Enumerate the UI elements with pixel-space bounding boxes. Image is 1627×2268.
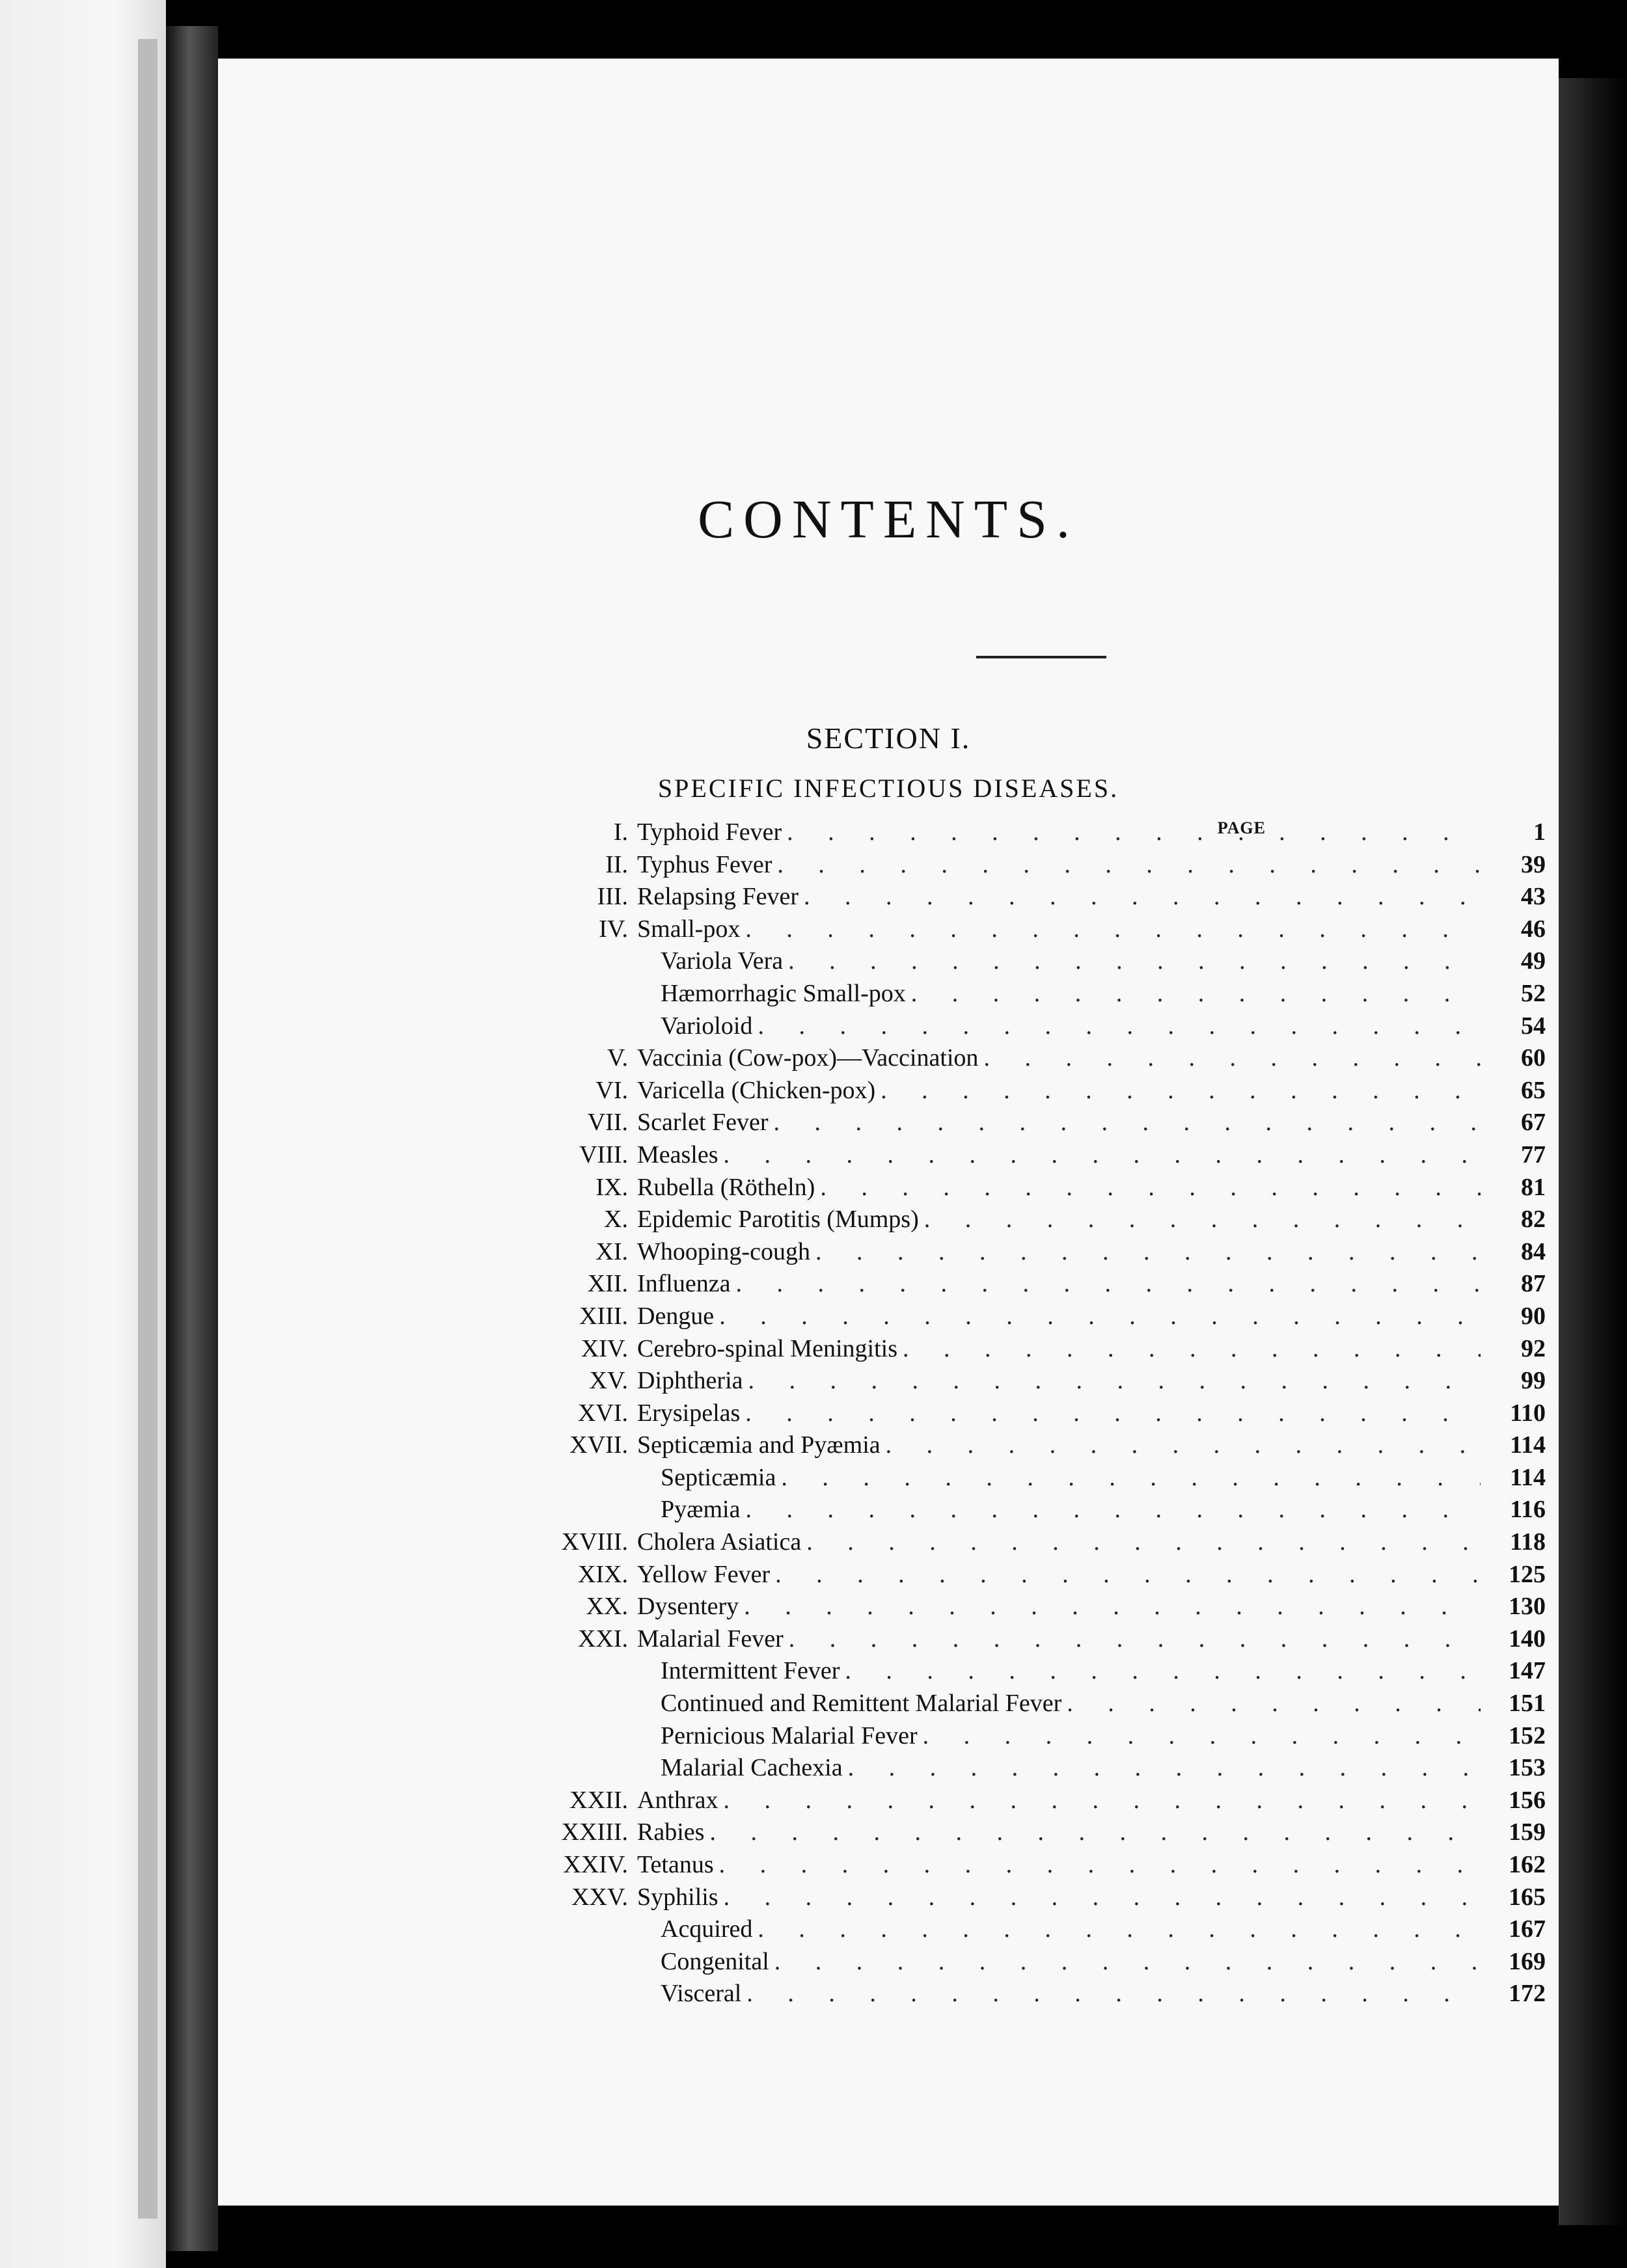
toc-entry-page: 165 bbox=[1509, 1883, 1546, 1911]
toc-dot-leader bbox=[781, 1462, 1481, 1494]
toc-subentry[interactable] bbox=[452, 1494, 1546, 1526]
toc-entry-number: XXIV. bbox=[563, 1851, 628, 1878]
toc-entry-title: Varicella (Chicken-pox) bbox=[637, 1076, 876, 1104]
toc-subentry[interactable] bbox=[452, 1913, 1546, 1946]
toc-entry[interactable] bbox=[452, 1849, 1546, 1882]
toc-entry-number: IX. bbox=[595, 1173, 628, 1201]
toc-entry-number: XXV. bbox=[571, 1883, 628, 1911]
toc-entry-number: II. bbox=[605, 850, 628, 878]
toc-entry-title: Visceral bbox=[661, 1980, 742, 2008]
toc-dot-leader bbox=[806, 1526, 1481, 1559]
toc-entry-number: XIV. bbox=[581, 1334, 628, 1362]
toc-entry[interactable] bbox=[452, 1591, 1546, 1623]
book-gutter bbox=[166, 26, 218, 2251]
toc-entry-page: 151 bbox=[1509, 1690, 1546, 1718]
toc-entry-number: I. bbox=[613, 818, 628, 846]
toc-entry-number: IV. bbox=[599, 915, 628, 943]
toc-entry[interactable] bbox=[452, 1107, 1546, 1139]
toc-entry-page: 110 bbox=[1510, 1399, 1546, 1427]
toc-entry-title: Continued and Remittent Malarial Fever bbox=[661, 1690, 1062, 1718]
toc-entry-title: Epidemic Parotitis (Mumps) bbox=[637, 1206, 919, 1234]
toc-entry-page: 92 bbox=[1521, 1334, 1546, 1362]
toc-entry-page: 172 bbox=[1509, 1980, 1546, 2008]
toc-entry-title: Diphtheria bbox=[637, 1367, 743, 1395]
toc-entry-page: 114 bbox=[1510, 1463, 1546, 1491]
toc-entry[interactable] bbox=[452, 881, 1546, 913]
toc-entry-number: XIII. bbox=[579, 1302, 628, 1330]
toc-dot-leader bbox=[1067, 1688, 1481, 1720]
toc-dot-leader bbox=[774, 1946, 1481, 1978]
toc-entry-title: Dengue bbox=[637, 1302, 715, 1330]
toc-entry[interactable] bbox=[452, 1882, 1546, 1914]
toc-dot-leader bbox=[709, 1816, 1481, 1849]
toc-dot-leader bbox=[787, 817, 1481, 849]
toc-dot-leader bbox=[777, 849, 1481, 882]
toc-entry-number: XXII. bbox=[569, 1786, 628, 1814]
toc-entry-title: Vaccinia (Cow-pox)—Vaccination bbox=[637, 1044, 979, 1072]
toc-subentry[interactable] bbox=[452, 1720, 1546, 1753]
toc-entry-number: XIX. bbox=[577, 1560, 628, 1588]
toc-dot-leader bbox=[774, 1107, 1481, 1139]
toc-entry-page: 60 bbox=[1521, 1044, 1546, 1072]
toc-entry-page: 156 bbox=[1509, 1786, 1546, 1814]
toc-dot-leader bbox=[724, 1139, 1481, 1172]
toc-entry-number: XXIII. bbox=[561, 1818, 628, 1846]
toc-entry[interactable] bbox=[452, 1526, 1546, 1559]
toc-entry-title: Congenital bbox=[661, 1947, 769, 1975]
toc-entry-number: XVIII. bbox=[561, 1528, 628, 1556]
toc-entry-page: 125 bbox=[1509, 1560, 1546, 1588]
toc-list bbox=[452, 817, 1546, 2010]
toc-entry-title: Malarial Fever bbox=[637, 1625, 784, 1653]
toc-entry-page: 147 bbox=[1509, 1657, 1546, 1685]
toc-entry-number: XX. bbox=[586, 1593, 628, 1621]
toc-entry-page: 167 bbox=[1509, 1915, 1546, 1943]
toc-entry-page: 140 bbox=[1509, 1625, 1546, 1653]
toc-entry-title: Acquired bbox=[661, 1915, 753, 1943]
toc-entry-page: 46 bbox=[1521, 915, 1546, 943]
toc-entry[interactable] bbox=[452, 1075, 1546, 1107]
toc-entry[interactable] bbox=[452, 1301, 1546, 1333]
toc-entry-page: 153 bbox=[1509, 1754, 1546, 1782]
toc-entry-title: Syphilis bbox=[637, 1883, 718, 1911]
toc-entry-title: Scarlet Fever bbox=[637, 1109, 769, 1137]
toc-entry-title: Variola Vera bbox=[661, 947, 784, 975]
toc-dot-leader bbox=[719, 1849, 1481, 1882]
toc-entry[interactable] bbox=[452, 1559, 1546, 1591]
toc-entry-title: Varioloid bbox=[661, 1012, 753, 1040]
toc-entry-title: Erysipelas bbox=[637, 1399, 741, 1427]
toc-entry-number: XXI. bbox=[577, 1625, 628, 1653]
toc-entry[interactable] bbox=[452, 1268, 1546, 1301]
section-heading: SECTION I. bbox=[806, 722, 971, 755]
toc-entry-title: Measles bbox=[637, 1141, 718, 1168]
toc-dot-leader bbox=[746, 1978, 1481, 2010]
toc-subentry[interactable] bbox=[452, 1688, 1546, 1720]
toc-entry-page: 82 bbox=[1521, 1206, 1546, 1234]
toc-entry[interactable] bbox=[452, 1429, 1546, 1462]
toc-entry-page: 169 bbox=[1509, 1947, 1546, 1975]
toc-dot-leader bbox=[923, 1720, 1481, 1753]
toc-dot-leader bbox=[789, 1623, 1481, 1656]
toc-entry-title: Small-pox bbox=[637, 915, 741, 943]
toc-entry-title: Malarial Cachexia bbox=[661, 1754, 843, 1782]
toc-entry-title: Septicæmia bbox=[661, 1463, 776, 1491]
toc-entry-title: Pernicious Malarial Fever bbox=[661, 1721, 918, 1749]
toc-dot-leader bbox=[745, 913, 1481, 946]
toc-entry-page: 54 bbox=[1521, 1012, 1546, 1040]
toc-entry-page: 152 bbox=[1509, 1721, 1546, 1749]
toc-entry-number: XV. bbox=[589, 1367, 628, 1395]
toc-subentry[interactable] bbox=[452, 1655, 1546, 1688]
book-right-edge bbox=[1559, 78, 1627, 2225]
toc-entry[interactable] bbox=[452, 1623, 1546, 1656]
toc-entry-page: 130 bbox=[1509, 1593, 1546, 1621]
toc-entry-page: 81 bbox=[1521, 1173, 1546, 1201]
toc-entry-page: 90 bbox=[1521, 1302, 1546, 1330]
toc-entry-page: 52 bbox=[1521, 979, 1546, 1007]
toc-subentry[interactable] bbox=[452, 1010, 1546, 1043]
toc-entry-page: 84 bbox=[1521, 1237, 1546, 1265]
toc-dot-leader bbox=[724, 1882, 1481, 1914]
toc-entry-title: Septicæmia and Pyæmia bbox=[637, 1431, 881, 1459]
toc-entry-title: Yellow Fever bbox=[637, 1560, 771, 1588]
toc-entry-number: XVII. bbox=[569, 1431, 628, 1459]
toc-dot-leader bbox=[758, 1010, 1481, 1043]
toc-dot-leader bbox=[820, 1172, 1481, 1204]
toc-entry[interactable] bbox=[452, 1204, 1546, 1236]
toc-dot-leader bbox=[745, 1494, 1481, 1526]
toc-entry-title: Whooping-cough bbox=[637, 1237, 810, 1265]
toc-entry-number: VIII. bbox=[579, 1141, 628, 1168]
toc-entry-title: Relapsing Fever bbox=[637, 883, 799, 911]
toc-dot-leader bbox=[744, 1591, 1481, 1623]
toc-entry[interactable] bbox=[452, 1042, 1546, 1075]
toc-entry-title: Rabies bbox=[637, 1818, 705, 1846]
toc-entry-title: Cerebro-spinal Meningitis bbox=[637, 1334, 897, 1362]
toc-entry[interactable] bbox=[452, 1816, 1546, 1849]
toc-entry[interactable] bbox=[452, 1785, 1546, 1817]
toc-dot-leader bbox=[775, 1559, 1481, 1591]
toc-entry-page: 77 bbox=[1521, 1141, 1546, 1168]
toc-entry-number: XII. bbox=[587, 1270, 628, 1298]
toc-entry[interactable] bbox=[452, 913, 1546, 946]
toc-entry-title: Typhoid Fever bbox=[637, 818, 782, 846]
toc-entry-title: Rubella (Rötheln) bbox=[637, 1173, 815, 1201]
toc-entry-page: 39 bbox=[1521, 850, 1546, 878]
toc-subentry[interactable] bbox=[452, 1946, 1546, 1978]
toc-entry-title: Anthrax bbox=[637, 1786, 718, 1814]
toc-entry-page: 49 bbox=[1521, 947, 1546, 975]
contents-page bbox=[218, 59, 1559, 2206]
toc-dot-leader bbox=[903, 1333, 1481, 1366]
toc-dot-leader bbox=[911, 978, 1481, 1010]
toc-entry-title: Tetanus bbox=[637, 1851, 714, 1878]
toc-entry-page: 99 bbox=[1521, 1367, 1546, 1395]
toc-dot-leader bbox=[735, 1268, 1481, 1301]
toc-entry-page: 65 bbox=[1521, 1076, 1546, 1104]
page-column-label: PAGE bbox=[1217, 818, 1266, 837]
toc-entry-page: 43 bbox=[1521, 883, 1546, 911]
toc-subentry[interactable] bbox=[452, 1462, 1546, 1494]
toc-entry-title: Intermittent Fever bbox=[661, 1657, 840, 1685]
toc-entry-number: XVI. bbox=[577, 1399, 628, 1427]
toc-entry-number: III. bbox=[597, 883, 628, 911]
toc-entry-number: VII. bbox=[587, 1109, 628, 1137]
toc-dot-leader bbox=[804, 881, 1481, 913]
toc-entry-number: X. bbox=[604, 1206, 628, 1234]
previous-page-margin bbox=[138, 39, 157, 2219]
toc-dot-leader bbox=[719, 1301, 1481, 1333]
toc-dot-leader bbox=[924, 1204, 1481, 1236]
toc-entry-page: 1 bbox=[1533, 818, 1546, 846]
toc-entry-page: 67 bbox=[1521, 1109, 1546, 1137]
section-subtitle: SPECIFIC INFECTIOUS DISEASES. bbox=[657, 774, 1119, 803]
toc-dot-leader bbox=[788, 945, 1481, 978]
toc-entry-number: VI. bbox=[595, 1076, 628, 1104]
toc-dot-leader bbox=[748, 1365, 1481, 1397]
toc-subentry[interactable] bbox=[452, 1978, 1546, 2010]
toc-entry-page: 162 bbox=[1509, 1851, 1546, 1878]
toc-entry-number: V. bbox=[607, 1044, 628, 1072]
toc-entry[interactable] bbox=[452, 817, 1546, 849]
toc-dot-leader bbox=[724, 1785, 1481, 1817]
toc-entry-number: XI. bbox=[595, 1237, 628, 1265]
toc-entry-title: Hæmorrhagic Small-pox bbox=[661, 979, 906, 1007]
toc-subentry[interactable] bbox=[452, 978, 1546, 1010]
toc-dot-leader bbox=[845, 1655, 1481, 1688]
toc-subentry[interactable] bbox=[452, 945, 1546, 978]
toc-entry-title: Dysentery bbox=[637, 1593, 739, 1621]
toc-entry[interactable] bbox=[452, 1333, 1546, 1366]
toc-entry[interactable] bbox=[452, 1365, 1546, 1397]
toc-entry-page: 87 bbox=[1521, 1270, 1546, 1298]
toc-dot-leader bbox=[848, 1752, 1481, 1785]
toc-subentry[interactable] bbox=[452, 1752, 1546, 1785]
toc-entry[interactable] bbox=[452, 1172, 1546, 1204]
toc-entry[interactable] bbox=[452, 1397, 1546, 1430]
toc-entry[interactable] bbox=[452, 1139, 1546, 1172]
toc-entry-title: Cholera Asiatica bbox=[637, 1528, 802, 1556]
page-title: CONTENTS. bbox=[698, 489, 1079, 550]
toc-dot-leader bbox=[745, 1397, 1481, 1430]
toc-entry-page: 116 bbox=[1510, 1496, 1546, 1524]
toc-dot-leader bbox=[983, 1042, 1481, 1075]
title-rule bbox=[976, 656, 1106, 658]
toc-entry-page: 114 bbox=[1510, 1431, 1546, 1459]
toc-dot-leader bbox=[758, 1913, 1481, 1946]
toc-dot-leader bbox=[886, 1429, 1481, 1462]
toc-entry-page: 118 bbox=[1510, 1528, 1546, 1556]
toc-entry[interactable] bbox=[452, 1236, 1546, 1269]
toc-dot-leader bbox=[815, 1236, 1481, 1269]
toc-entry-title: Typhus Fever bbox=[637, 850, 772, 878]
toc-entry[interactable] bbox=[452, 849, 1546, 882]
toc-entry-title: Influenza bbox=[637, 1270, 731, 1298]
toc-entry-title: Pyæmia bbox=[661, 1496, 741, 1524]
toc-dot-leader bbox=[881, 1075, 1481, 1107]
toc-entry-page: 159 bbox=[1509, 1818, 1546, 1846]
